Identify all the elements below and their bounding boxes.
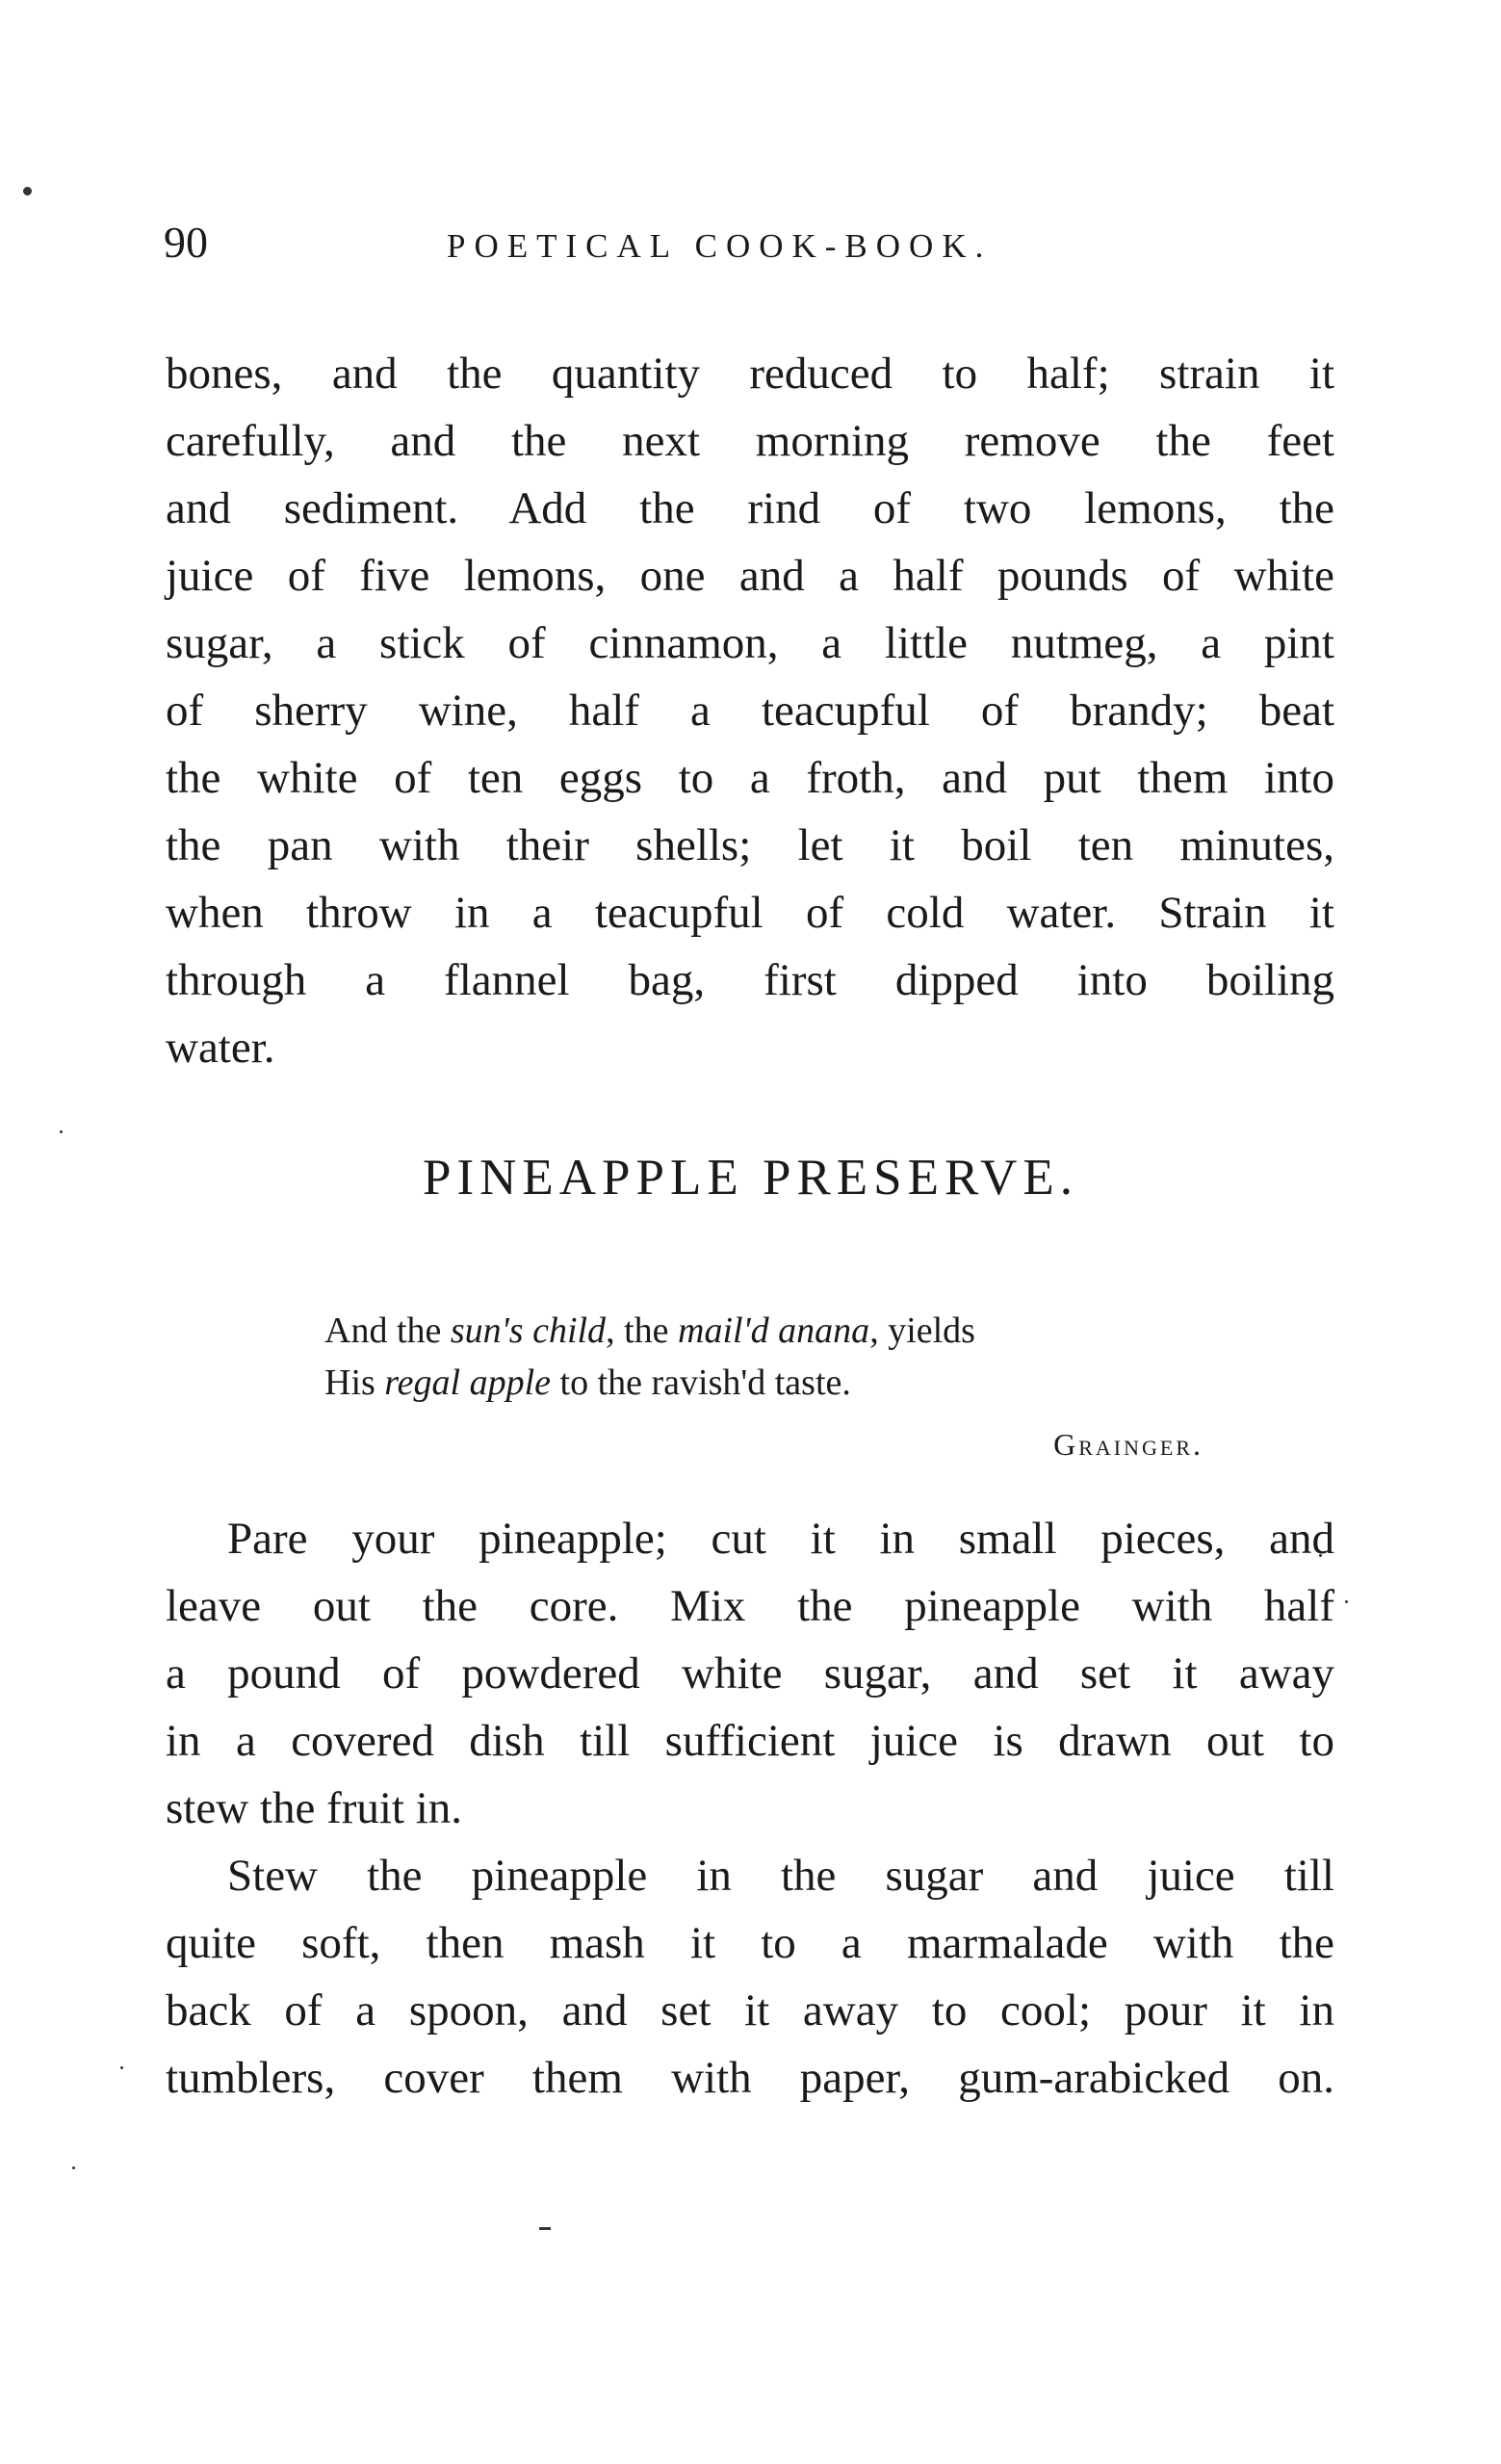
epigraph-text: His <box>324 1362 385 1403</box>
epigraph-italic: regal apple <box>384 1362 552 1403</box>
epigraph-text: And the <box>324 1310 451 1351</box>
text-line: in a covered dish till sufficient juice is drawn out to <box>166 1716 1334 1766</box>
page-header <box>164 214 1358 281</box>
text-line: a pound of powdered white sugar, and set it away <box>166 1648 1334 1699</box>
epigraph-text: to the ravish'd taste. <box>551 1362 851 1403</box>
text-line: Stew the pineapple in the sugar and juice till <box>227 1851 1334 1901</box>
epigraph-italic: sun's child <box>450 1310 607 1351</box>
epigraph-line <box>324 1305 1210 1357</box>
epigraph-line <box>324 1357 1210 1409</box>
ink-speck <box>60 1130 63 1133</box>
text-line: and sediment. Add the rind of two lemons, the <box>166 483 1334 533</box>
running-title: POETICAL COOK-BOOK. <box>447 227 993 265</box>
text-line: juice of five lemons, one and a half pounds of white <box>166 551 1334 601</box>
text-line: Pare your pineapple; cut it in small pieces, and <box>227 1514 1334 1564</box>
epigraph-text: , yields <box>869 1310 975 1351</box>
text-line: bones, and the quantity reduced to half; strain it <box>166 349 1334 399</box>
page-number: 90 <box>164 218 208 267</box>
text-line: water. <box>166 1023 275 1073</box>
continued-paragraph <box>166 340 1334 1081</box>
epigraph-italic: mail'd anana <box>678 1310 870 1351</box>
recipe-title: PINEAPPLE PRESERVE. <box>422 1150 1079 1206</box>
ink-speck <box>1345 1600 1348 1603</box>
ink-speck <box>72 2166 75 2169</box>
text-line: the white of ten eggs to a froth, and put them into <box>166 753 1334 803</box>
text-line: of sherry wine, half a teacupful of brandy; beat <box>166 686 1334 736</box>
epigraph-text: , the <box>606 1310 678 1351</box>
recipe-body <box>166 1505 1334 2112</box>
text-line: stew the fruit in. <box>166 1783 463 1833</box>
ink-speck <box>23 187 32 195</box>
epigraph <box>324 1305 1210 1409</box>
ink-speck <box>120 2066 123 2069</box>
text-line: quite soft, then mash it to a marmalade with the <box>166 1918 1334 1968</box>
text-line: through a flannel bag, first dipped into boiling <box>166 955 1334 1005</box>
ink-speck <box>539 2227 551 2230</box>
epigraph-attribution: Grainger. <box>1053 1427 1203 1462</box>
text-line: sugar, a stick of cinnamon, a little nutmeg, a pint <box>166 618 1334 668</box>
text-line: tumblers, cover them with paper, gum-arabicked on. <box>166 2053 1334 2103</box>
text-line: the pan with their shells; let it boil ten minutes, <box>166 820 1334 870</box>
text-line: back of a spoon, and set it away to cool; pour it in <box>166 1985 1334 2036</box>
text-line: leave out the core. Mix the pineapple with half <box>166 1581 1334 1631</box>
text-line: carefully, and the next morning remove the feet <box>166 416 1334 466</box>
text-line: when throw in a teacupful of cold water. Strain it <box>166 888 1334 938</box>
